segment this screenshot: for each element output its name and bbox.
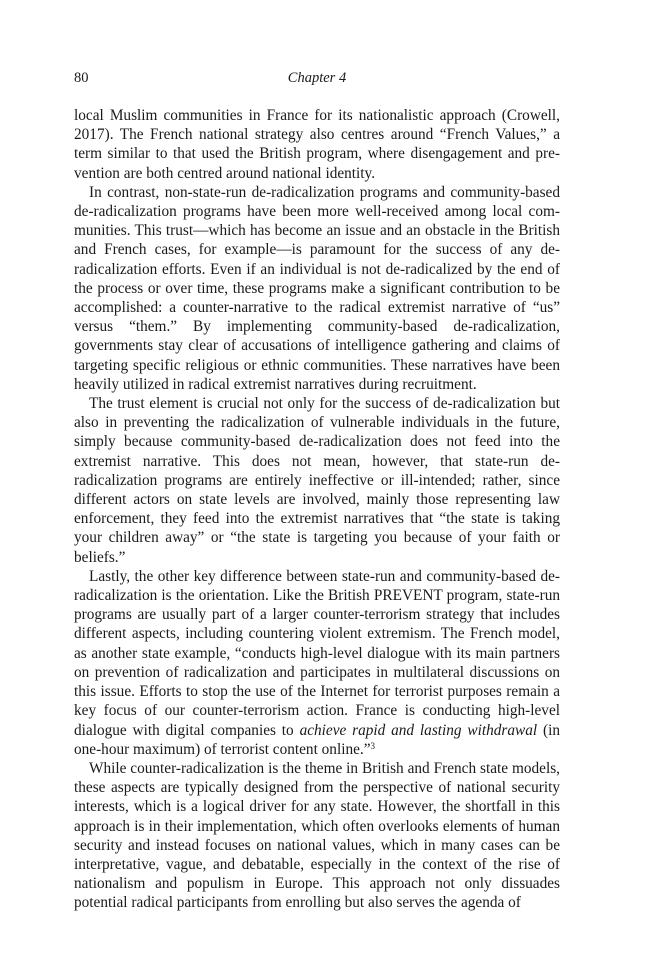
- paragraph-orientation: [74, 567, 560, 759]
- body-text: [74, 106, 560, 913]
- paragraph-community-based: In contrast, non-state-run de-radicalization programs and community-based de-radicalization programs have been more well-received among local communities. This trust—which has become an issue and an obstacle in the British and French cases, for example—is paramount for the success of any de-radicalization efforts. Even if an individual is not de-radicalized by the end of the process or over time, these programs make a significant contribution to be accomplished: a counter-narrative to the radical extremist narrative of “us” versus “them.” By implementing community-based de-radicalization, governments stay clear of accusations of intelligence gathering and claims of targeting specific religious or ethnic communities. These narratives have been heavily utilized in radical extremist narratives during recruitment.: [74, 183, 560, 393]
- paragraph-trust-element: The trust element is crucial not only for the success of de-radicalization but also in preventing the radicalization of vulnerable individuals in the future, simply because community-based de-radicalization does not feed into the extremist narrative. This does not mean, however, that state-run de-radicalization programs are entirely ineffective or ill-intended; rather, since different actors on state levels are involved, mainly those representing law enforcement, they feed into the extremist narratives that “the state is taking your children away” or “the state is targeting you because of your faith or beliefs.”: [74, 395, 560, 566]
- italic-emphasis: achieve rapid and lasting withdrawal: [299, 721, 538, 739]
- paragraph-continued: local Muslim communities in France for its nationalistic approach (Crowell, 2017). The French national strategy also centres around “French Values,” a term similar to that used the British program, where disengagement and prevention are both centred around national identity.: [74, 107, 560, 182]
- running-head: [74, 70, 560, 88]
- page-number: 80: [74, 70, 89, 86]
- paragraph-counter-radicalization: While counter-radicalization is the theme in British and French state models, these aspects are typically designed from the perspective of national security interests, which is a logical driver for any state. However, the shortfall in this approach is in their implementation, which often overlooks elements of human security and instead focuses on national values, which in many cases can be interpretative, vague, and debatable, especially in the context of the rise of nationalism and populism in Europe. This approach not only dissuades potential radical participants from enrolling but also serves the agenda of: [74, 759, 560, 912]
- paragraph-orientation-text-end: (in one-hour maximum) of terrorist content online.”: [74, 721, 560, 758]
- paragraph-orientation-text: Lastly, the other key difference between state-run and community-based de-radicalization is the orientation. Like the British PREVENT program, state-run programs are usually part of a larger counter-terrorism strategy that includes different aspects, including countering violent extremism. The French model, as another state example, “conducts high-level dialogue with its main partners on prevention of radicalization and participates in multilateral discussions on this issue. Efforts to stop the use of the Internet for terrorist purposes remain a key focus of our counter-terrorism action. France is conducting high-level dialogue with digital companies to: [74, 567, 560, 739]
- chapter-title: Chapter 4: [287, 70, 347, 86]
- footnote-marker[interactable]: 3: [370, 740, 376, 751]
